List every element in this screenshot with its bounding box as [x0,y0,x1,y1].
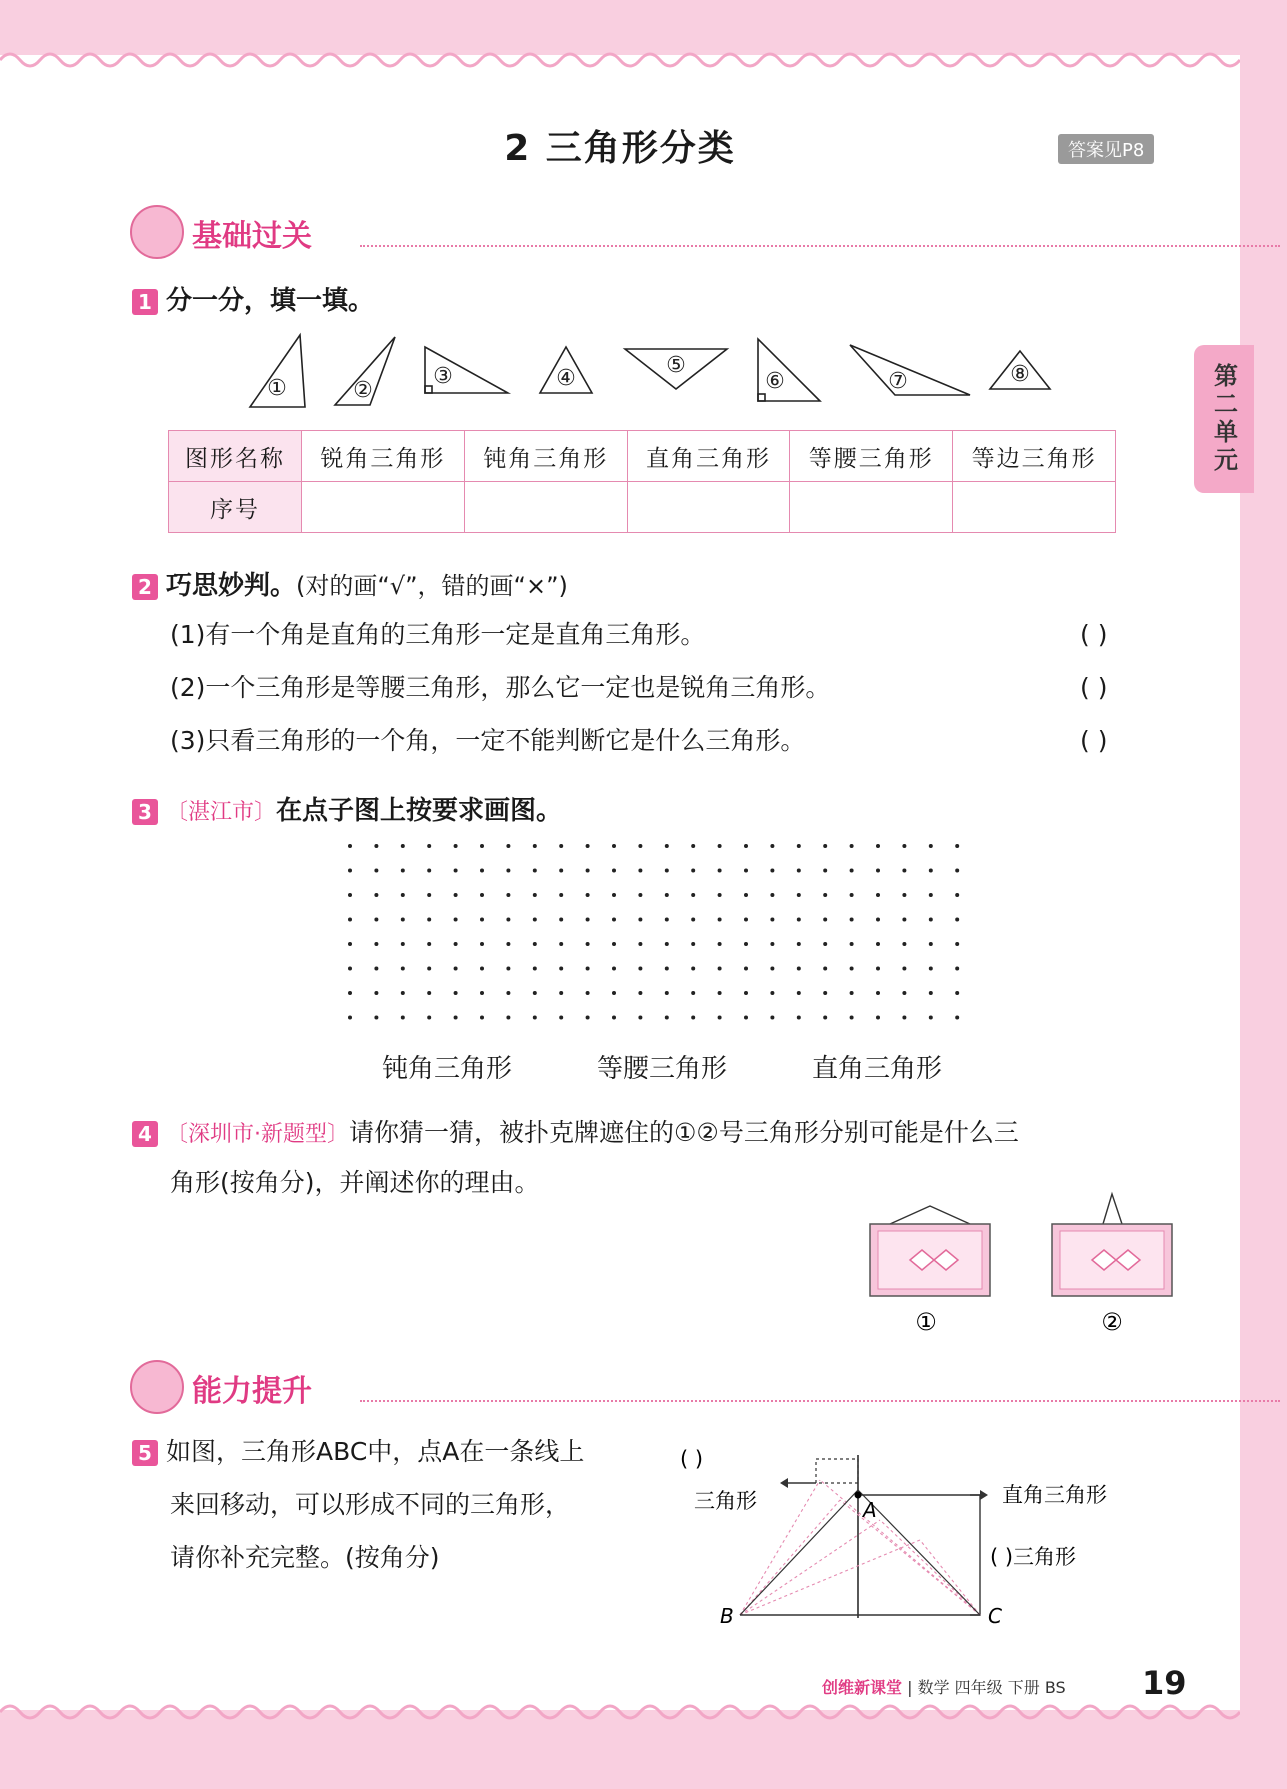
playing-card-figures [860,1190,1180,1340]
grid-dot[interactable] [665,918,669,922]
question-text: 巧思妙判。 [166,571,297,601]
section-title-basic: 基础过关 [192,219,312,254]
grid-dot[interactable] [718,1016,722,1020]
grid-dot[interactable] [348,967,352,971]
grid-dot[interactable] [506,918,510,922]
grid-dot[interactable] [374,967,378,971]
grid-dot[interactable] [797,967,801,971]
point-b-label: B [720,1604,734,1628]
judgement-item: (2)一个三角形是等腰三角形，那么它一定也是锐角三角形。 [170,673,831,702]
question-source: 〔深圳市·新题型〕 [166,1122,349,1147]
grid-dot[interactable] [665,869,669,873]
table-column-header: 锐角三角形 [302,431,465,482]
grid-dot[interactable] [427,893,431,897]
question-number: 5 [132,1440,158,1466]
grid-dot[interactable] [427,967,431,971]
grid-dot[interactable] [454,942,458,946]
bracket [970,1495,980,1615]
section-header-advanced [130,1360,1180,1410]
grid-label-obtuse: 钝角三角形 [382,1054,513,1084]
grid-dot[interactable] [454,1016,458,1020]
card-label: ② [1101,1308,1123,1336]
grid-dot[interactable] [480,942,484,946]
question-text: 在点子图上按要求画图。 [276,796,563,826]
grid-dot[interactable] [797,942,801,946]
grid-dot[interactable] [612,1016,616,1020]
section-dotted-line [360,245,1280,247]
footer-brand: 创维新课堂 [822,1678,903,1697]
triangle-label: ① [267,376,287,401]
top-wave-border [0,48,1240,72]
grid-dot[interactable] [638,893,642,897]
grid-dot[interactable] [876,942,880,946]
grid-dot[interactable] [770,942,774,946]
grid-dot[interactable] [454,844,458,848]
grid-dot[interactable] [955,991,959,995]
grid-dot[interactable] [955,869,959,873]
bottom-wave-border [0,1700,1240,1724]
grid-dot[interactable] [612,991,616,995]
grid-dot[interactable] [612,942,616,946]
grid-dot[interactable] [823,1016,827,1020]
page-title: 2 三角形分类 [504,128,736,169]
grid-dot[interactable] [586,844,590,848]
point-c-label: C [988,1604,1002,1628]
grid-dot[interactable] [638,1016,642,1020]
triangle-7 [850,345,970,395]
grid-dot[interactable] [744,869,748,873]
grid-dot[interactable] [533,893,537,897]
grid-dot[interactable] [850,1016,854,1020]
judgement-item: (3)只看三角形的一个角，一定不能判断它是什么三角形。 [170,726,806,755]
grid-dot[interactable] [480,967,484,971]
grid-dot[interactable] [902,869,906,873]
grid-dot[interactable] [797,893,801,897]
table-column-header: 等边三角形 [953,431,1116,482]
grid-dot[interactable] [823,942,827,946]
triangle-label: ⑥ [765,369,785,394]
question-text-continued: 角形(按角分)，并阐述你的理由。 [170,1168,540,1197]
grid-dot[interactable] [506,967,510,971]
dashed-box [816,1459,858,1483]
grid-dot[interactable] [348,893,352,897]
answer-blank[interactable]: ( )三角形 [990,1545,1077,1569]
grid-label-right: 直角三角形 [812,1054,943,1084]
point-a-label: A [863,1498,877,1522]
question-number: 1 [132,289,158,315]
grid-dot[interactable] [823,869,827,873]
question-source: 〔湛江市〕 [166,800,277,825]
grid-dot[interactable] [876,918,880,922]
answer-cell[interactable] [302,482,465,533]
page-number: 19 [1142,1664,1187,1702]
grid-dot[interactable] [559,991,563,995]
grid-dot[interactable] [638,869,642,873]
grid-dot[interactable] [401,844,405,848]
footer-details: 数学 四年级 下册 BS [917,1678,1066,1697]
grid-dot[interactable] [401,869,405,873]
grid-dot[interactable] [612,893,616,897]
grid-dot[interactable] [691,893,695,897]
grid-dot[interactable] [586,869,590,873]
grid-dot[interactable] [929,967,933,971]
answer-blank[interactable]: ( ) [680,1447,704,1471]
grid-dot[interactable] [902,1016,906,1020]
grid-dot[interactable] [850,967,854,971]
grid-dot[interactable] [665,942,669,946]
mascot-icon [130,1360,184,1414]
grid-dot[interactable] [770,893,774,897]
pink-dashed-triangles [740,1480,980,1615]
grid-dot[interactable] [480,918,484,922]
side-ab [740,1490,858,1615]
grid-dot[interactable] [454,918,458,922]
grid-dot[interactable] [718,893,722,897]
grid-dot[interactable] [929,1016,933,1020]
grid-dot[interactable] [744,893,748,897]
grid-dot[interactable] [506,869,510,873]
grid-dot[interactable] [797,1016,801,1020]
grid-dot[interactable] [929,869,933,873]
answer-blank[interactable]: ( ) [1080,673,1108,702]
grid-dot[interactable] [850,893,854,897]
grid-dot[interactable] [876,1016,880,1020]
grid-dot[interactable] [454,967,458,971]
grid-dot[interactable] [480,844,484,848]
grid-dot[interactable] [876,991,880,995]
grid-dot[interactable] [955,844,959,848]
grid-dot[interactable] [533,942,537,946]
grid-dot[interactable] [559,942,563,946]
grid-dot[interactable] [929,844,933,848]
grid-dot[interactable] [876,844,880,848]
grid-dot[interactable] [744,918,748,922]
grid-dot[interactable] [427,942,431,946]
grid-dot[interactable] [559,967,563,971]
grid-dot[interactable] [638,942,642,946]
section-header-basic [130,205,1180,255]
footer-info: 创维新课堂 | 数学 四年级 下册 BS [822,1678,1066,1697]
grid-dot[interactable] [401,991,405,995]
table-column-header: 直角三角形 [627,431,790,482]
grid-dot[interactable] [533,844,537,848]
grid-dot[interactable] [586,918,590,922]
grid-dot[interactable] [506,942,510,946]
grid-dot[interactable] [718,991,722,995]
grid-dot[interactable] [374,1016,378,1020]
grid-dot[interactable] [638,967,642,971]
card-2 [1052,1194,1172,1296]
grid-dot[interactable] [586,991,590,995]
table-row [169,482,1116,533]
grid-dot[interactable] [454,893,458,897]
table-row [169,431,1116,482]
grid-dot[interactable] [929,918,933,922]
question-5 [132,1425,584,1478]
question-number: 3 [132,799,158,825]
grid-dot[interactable] [718,844,722,848]
grid-dot[interactable] [506,991,510,995]
grid-dot[interactable] [348,844,352,848]
grid-dot[interactable] [744,991,748,995]
grid-dot[interactable] [612,967,616,971]
grid-dot[interactable] [797,991,801,995]
grid-dot[interactable] [348,1016,352,1020]
grid-dot[interactable] [770,1016,774,1020]
answer-blank[interactable]: ( ) [1080,620,1108,649]
triangle-label: ⑤ [666,353,686,378]
classification-table [168,430,1116,533]
grid-dot[interactable] [559,869,563,873]
grid-dot[interactable] [586,893,590,897]
grid-dot[interactable] [374,893,378,897]
grid-dot[interactable] [612,869,616,873]
grid-dot[interactable] [401,918,405,922]
grid-dot[interactable] [876,893,880,897]
grid-dot[interactable] [638,918,642,922]
grid-dot[interactable] [401,942,405,946]
question-1 [132,280,374,317]
grid-dot[interactable] [665,893,669,897]
triangle-label: ④ [556,366,576,391]
grid-dot[interactable] [506,1016,510,1020]
grid-dot[interactable] [955,967,959,971]
left-arrowhead [780,1478,788,1488]
grid-dot[interactable] [533,869,537,873]
card-1 [870,1206,990,1296]
grid-dot[interactable] [691,869,695,873]
grid-dot[interactable] [348,942,352,946]
grid-dot[interactable] [718,869,722,873]
grid-dot[interactable] [480,869,484,873]
left-category-label: 三角形 [694,1489,757,1513]
triangle-label: ③ [433,364,453,389]
grid-dot[interactable] [401,967,405,971]
grid-dot[interactable] [876,869,880,873]
grid-dot[interactable] [374,869,378,873]
question-text-continued: 请你补充完整。(按角分) [170,1543,440,1572]
grid-dot[interactable] [506,844,510,848]
grid-dot[interactable] [374,991,378,995]
table-header-cell: 序号 [169,482,302,533]
grid-dot[interactable] [850,991,854,995]
grid-dot[interactable] [718,918,722,922]
grid-dot[interactable] [586,967,590,971]
grid-dot[interactable] [744,967,748,971]
grid-dot[interactable] [559,1016,563,1020]
grid-dot[interactable] [823,844,827,848]
grid-dot[interactable] [401,1016,405,1020]
question-text: 分一分，填一填。 [166,286,375,316]
answer-reference-badge: 答案见P8 [1058,134,1154,164]
grid-dot[interactable] [823,918,827,922]
grid-dot[interactable] [374,942,378,946]
grid-dot[interactable] [427,1016,431,1020]
grid-dot[interactable] [876,967,880,971]
triangle-label: ② [353,378,373,403]
grid-dot[interactable] [902,991,906,995]
right-category-label: 直角三角形 [1002,1483,1107,1507]
grid-dot[interactable] [480,893,484,897]
unit-side-tab: 第二单元 [1194,345,1254,493]
table-column-header: 等腰三角形 [790,431,953,482]
grid-dot[interactable] [850,844,854,848]
grid-dot[interactable] [850,942,854,946]
answer-cell[interactable] [953,482,1116,533]
right-arrowhead [980,1490,988,1500]
grid-dot[interactable] [691,918,695,922]
question-3 [132,790,562,827]
dot-grid[interactable] [340,838,1000,1048]
grid-dot[interactable] [427,869,431,873]
grid-dot[interactable] [559,844,563,848]
answer-cell[interactable] [790,482,953,533]
grid-dot[interactable] [823,991,827,995]
grid-dot[interactable] [506,893,510,897]
grid-dot[interactable] [744,844,748,848]
grid-dot[interactable] [823,967,827,971]
grid-dot[interactable] [665,844,669,848]
grid-dot[interactable] [401,893,405,897]
grid-dot[interactable] [902,893,906,897]
grid-dot[interactable] [374,844,378,848]
grid-dot[interactable] [929,991,933,995]
grid-dot[interactable] [586,942,590,946]
grid-dot[interactable] [744,1016,748,1020]
table-header-cell: 图形名称 [169,431,302,482]
grid-dot[interactable] [691,991,695,995]
grid-dot[interactable] [955,1016,959,1020]
grid-dot[interactable] [955,918,959,922]
question-4 [132,1113,1019,1149]
card-label: ① [915,1308,937,1336]
triangle-abc-diagram [680,1440,1180,1630]
grid-dot[interactable] [955,893,959,897]
section-title-advanced: 能力提升 [192,1374,312,1409]
grid-dot[interactable] [427,844,431,848]
grid-dot[interactable] [823,893,827,897]
grid-dot[interactable] [770,967,774,971]
question-instruction: (对的画“√”，错的画“×”) [296,572,568,600]
grid-dot[interactable] [770,918,774,922]
grid-dot[interactable] [902,967,906,971]
grid-dot[interactable] [612,844,616,848]
mascot-icon [130,205,184,259]
grid-dot[interactable] [850,918,854,922]
grid-dot[interactable] [533,967,537,971]
grid-dot[interactable] [797,869,801,873]
grid-dot[interactable] [691,967,695,971]
grid-dot[interactable] [612,918,616,922]
question-text: 如图，三角形ABC中，点A在一条线上 [166,1437,585,1466]
grid-dot[interactable] [454,991,458,995]
grid-dot[interactable] [902,918,906,922]
judgement-item: (1)有一个角是直角的三角形一定是直角三角形。 [170,620,706,649]
grid-dot[interactable] [770,869,774,873]
grid-dot[interactable] [770,991,774,995]
grid-dot[interactable] [797,844,801,848]
grid-dot[interactable] [902,844,906,848]
answer-cell[interactable] [464,482,627,533]
grid-dot[interactable] [718,967,722,971]
triangle-label: ⑦ [888,369,908,394]
grid-dot[interactable] [454,869,458,873]
grid-dot[interactable] [797,918,801,922]
grid-dot[interactable] [691,844,695,848]
grid-dot[interactable] [348,918,352,922]
grid-dot[interactable] [533,918,537,922]
question-text: 请你猜一猜，被扑克牌遮住的①②号三角形分别可能是什么三 [349,1118,1019,1147]
grid-dot[interactable] [533,1016,537,1020]
right-angle-mark-6 [758,394,765,401]
question-number: 2 [132,574,158,600]
grid-dot[interactable] [929,942,933,946]
grid-dot[interactable] [665,991,669,995]
triangle-label: ⑧ [1010,362,1030,387]
grid-dot[interactable] [665,1016,669,1020]
grid-dot[interactable] [638,991,642,995]
grid-dot[interactable] [427,918,431,922]
grid-dot[interactable] [586,1016,590,1020]
grid-dot[interactable] [348,991,352,995]
question-text-continued: 来回移动，可以形成不同的三角形， [170,1490,571,1519]
answer-blank[interactable]: ( ) [1080,726,1108,755]
grid-dot[interactable] [850,869,854,873]
grid-dot[interactable] [559,893,563,897]
grid-dot[interactable] [902,942,906,946]
grid-label-isosceles: 等腰三角形 [597,1054,728,1084]
grid-dot[interactable] [691,942,695,946]
grid-dot[interactable] [638,844,642,848]
right-angle-mark-3 [425,386,432,393]
table-column-header: 钝角三角形 [464,431,627,482]
point-a-dot [855,1492,862,1499]
grid-dot[interactable] [374,918,378,922]
grid-dot[interactable] [770,844,774,848]
grid-dot[interactable] [480,1016,484,1020]
grid-dot[interactable] [533,991,537,995]
grid-dot[interactable] [665,967,669,971]
triangle-figures [230,325,1110,415]
answer-cell[interactable] [627,482,790,533]
grid-dot[interactable] [718,942,722,946]
grid-dot[interactable] [929,893,933,897]
grid-dot[interactable] [691,1016,695,1020]
section-dotted-line [360,1400,1280,1402]
question-number: 4 [132,1121,158,1147]
grid-dot[interactable] [480,991,484,995]
grid-dot[interactable] [427,991,431,995]
grid-dot[interactable] [559,918,563,922]
grid-dot[interactable] [955,942,959,946]
question-2 [132,565,568,602]
grid-dot[interactable] [348,869,352,873]
grid-dot[interactable] [744,942,748,946]
